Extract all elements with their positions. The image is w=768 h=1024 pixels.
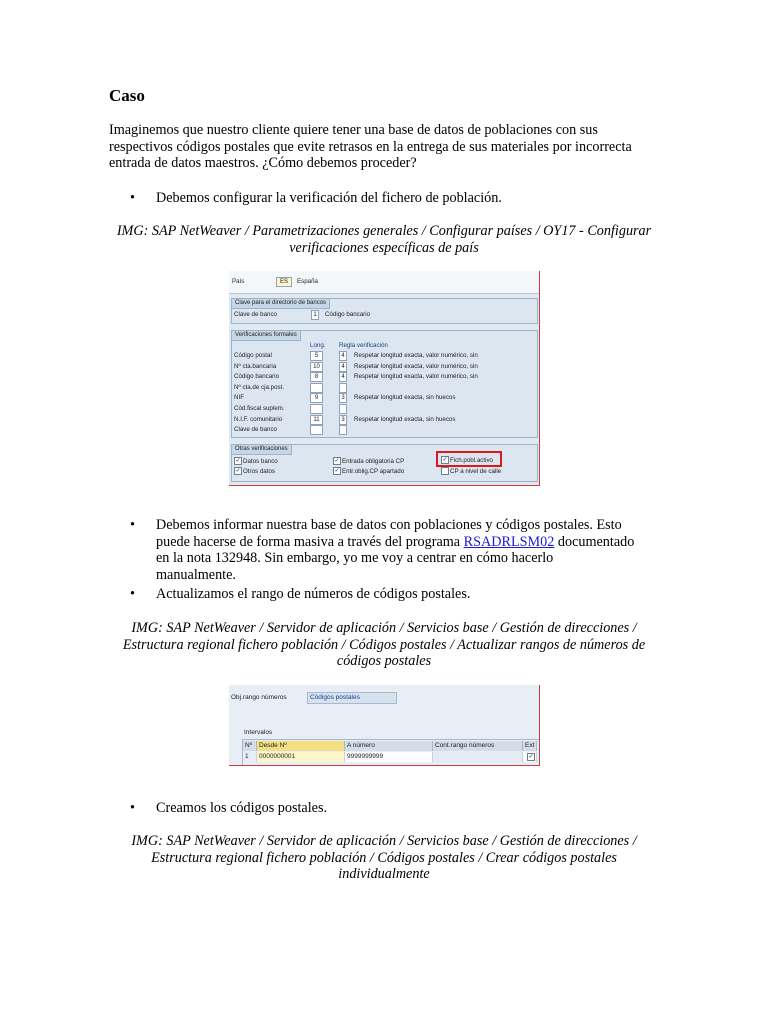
- bullet-text: [156, 517, 636, 583]
- col-status-header: Cont.rango números: [433, 741, 523, 751]
- img-path-caption: IMG: SAP NetWeaver / Parametrizaciones generales / Configurar países / OY17 - Configurar verificaciones específicas de país: [116, 223, 652, 256]
- rule-field[interactable]: [339, 404, 347, 414]
- verification-row-label: Cód.fiscal suplem.: [234, 405, 285, 412]
- checkbox-mandatory-postal-code[interactable]: ✓: [334, 458, 340, 464]
- other-verifications-header: Otras verificaciones: [231, 444, 292, 455]
- ext-checkbox[interactable]: ✓: [528, 754, 534, 760]
- length-field[interactable]: 8: [310, 372, 323, 382]
- checkbox-city-file-active[interactable]: ✓: [442, 457, 448, 463]
- to-number-cell[interactable]: 9999999999: [345, 752, 433, 762]
- bullet-text: Debemos configurar la verificación del fichero de población.: [156, 190, 502, 206]
- sap-country-verification-screenshot: [229, 271, 540, 486]
- highlight-box: [436, 451, 502, 467]
- bullet-item: [130, 517, 650, 585]
- page-title: Caso: [109, 86, 145, 105]
- bank-data-label: Datos banco: [243, 458, 278, 465]
- country-name: España: [297, 278, 318, 285]
- verification-row-label: Código bancario: [234, 373, 280, 381]
- formal-verifications-header: Verificaciones formales: [231, 330, 301, 341]
- country-label: País: [232, 278, 245, 285]
- checkbox-street-level-code[interactable]: [441, 467, 449, 475]
- rule-description: Respetar longitud exacta, valor numérico, sin: [354, 362, 478, 370]
- verification-row-label: Código postal: [234, 352, 272, 359]
- rule-field[interactable]: 4: [339, 362, 347, 372]
- bullet-dot: •: [130, 800, 135, 816]
- bullet-dot: •: [130, 190, 135, 206]
- street-level-code-label: CP a nivel de calle: [450, 468, 502, 475]
- rule-field[interactable]: [339, 425, 347, 435]
- checkbox-mandatory-po-box-code[interactable]: ✓: [334, 468, 340, 474]
- other-data-label: Otros datos: [243, 468, 275, 475]
- rule-description: Respetar longitud exacta, sin huecos: [354, 415, 456, 423]
- col-ext-header: Ext: [523, 741, 537, 751]
- length-field[interactable]: 10: [310, 362, 323, 372]
- mandatory-po-box-code-label: Entr.oblig.CP apartado: [342, 468, 405, 475]
- country-code-field: ES: [276, 277, 292, 287]
- rule-column-header: Regla verificación: [339, 342, 388, 349]
- verification-row-label: N.I.F. comunitario: [234, 415, 283, 423]
- col-to-header: A número: [345, 741, 433, 751]
- col-n-header: Nº: [243, 741, 257, 751]
- from-number-cell[interactable]: 0000000001: [257, 752, 345, 762]
- rule-description: Respetar longitud exacta, sin huecos: [354, 394, 456, 402]
- bullet-text-end: documentado en la nota 132948. Sin embargo, yo me voy a centrar en cómo hacerlo manualmente.: [156, 533, 635, 583]
- rule-field[interactable]: [339, 383, 347, 393]
- bullet-item: [130, 586, 650, 604]
- bank-directory-header: Clave para el directorio de bancos: [231, 298, 330, 309]
- row-number: 1: [243, 752, 257, 762]
- img-path-caption: IMG: SAP NetWeaver / Servidor de aplicación / Servicios base / Gestión de direcciones / Estructura regional fichero población / Códigos postales / Actualizar rangos de números de códigos postales: [122, 620, 646, 669]
- verification-row-label: Nº cta.de cja.post.: [234, 383, 285, 391]
- checkbox-other-data[interactable]: ✓: [235, 468, 241, 474]
- intro-paragraph: Imaginemos que nuestro cliente quiere tener una base de datos de poblaciones con sus respectivos códigos postales que evite retrasos en la entrega de sus materiales por incorrecta entrada de datos maestros. ¿Cómo debemos proceder?: [109, 122, 632, 171]
- verification-row-label: Nº cta.bancaria: [234, 362, 277, 370]
- number-range-object-field: Códigos postales: [307, 692, 397, 704]
- bullet-text: Creamos los códigos postales.: [156, 800, 328, 816]
- mandatory-postal-code-label: Entrada obligatoria CP: [342, 458, 405, 465]
- number-range-object-label: Obj.rango números: [231, 694, 287, 701]
- length-field[interactable]: 11: [310, 415, 323, 425]
- bank-key-label: Clave de banco: [234, 311, 277, 318]
- bullet-text-start: Debemos informar nuestra base de datos con poblaciones y códigos postales. Esto puede hacerse de forma masiva a través del programa: [156, 517, 622, 550]
- city-file-active-label: Fich.pobl.activo: [450, 457, 493, 464]
- bullet-dot: •: [130, 586, 135, 602]
- rule-field[interactable]: 4: [339, 351, 347, 361]
- checkbox-bank-data[interactable]: ✓: [235, 458, 241, 464]
- bullet-item: [130, 800, 650, 818]
- length-field[interactable]: [310, 425, 323, 435]
- intervals-header: Intervalos: [244, 729, 273, 736]
- verification-row-label: Clave de banco: [234, 426, 277, 434]
- rule-description: Respetar longitud exacta, valor numérico, sin: [354, 352, 478, 359]
- status-cell: [433, 752, 523, 762]
- bullet-text: Actualizamos el rango de números de códigos postales.: [156, 586, 471, 602]
- length-field[interactable]: [310, 383, 323, 393]
- bank-key-desc: Código bancario: [325, 311, 371, 318]
- bullet-item: [130, 190, 650, 208]
- rule-field[interactable]: 3: [339, 415, 347, 425]
- length-field[interactable]: 9: [310, 393, 323, 403]
- rule-field[interactable]: 4: [339, 372, 347, 382]
- program-link[interactable]: RSADRLSM02: [463, 533, 555, 550]
- sap-number-range-screenshot: [229, 685, 540, 766]
- verification-row-label: NIF: [234, 394, 244, 402]
- length-column-header: Long.: [310, 342, 326, 349]
- rule-field[interactable]: 3: [339, 393, 347, 403]
- bullet-dot: •: [130, 517, 135, 533]
- length-field[interactable]: [310, 404, 323, 414]
- bank-key-field: 1: [311, 310, 319, 320]
- rule-description: Respetar longitud exacta, valor numérico, sin: [354, 373, 478, 381]
- length-field[interactable]: 5: [310, 351, 323, 361]
- col-from-header: Desde Nº: [257, 741, 345, 751]
- img-path-caption: IMG: SAP NetWeaver / Servidor de aplicación / Servicios base / Gestión de direcciones / Estructura regional fichero población / Códigos postales / Crear códigos postales individualmente: [131, 833, 637, 882]
